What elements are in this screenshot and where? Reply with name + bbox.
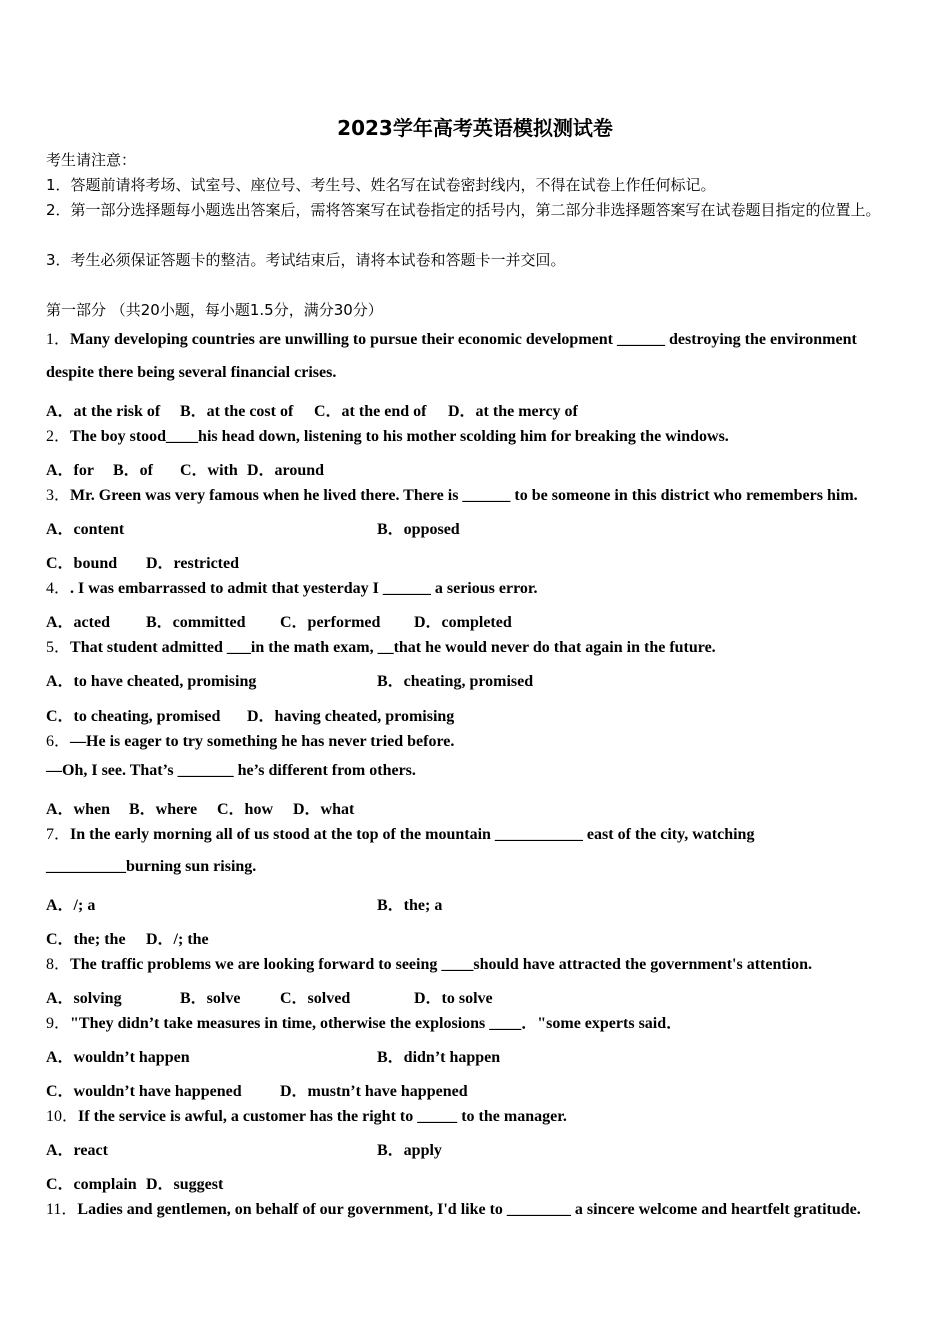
- question-text: That student admitted ___in the math exam, __that he would never do that again in the future.: [70, 639, 716, 656]
- notice-item: 1．答题前请将考场、试室号、座位号、考生号、姓名写在试卷密封线内，不得在试卷上作任何标记。: [46, 176, 716, 194]
- question-number: 5．: [46, 639, 71, 656]
- option-a[interactable]: A．/; a: [46, 897, 96, 914]
- option-b[interactable]: B．apply: [377, 1142, 442, 1159]
- question-text: —He is eager to try something he has never tried before.: [70, 733, 455, 750]
- question-number: 6．: [46, 733, 71, 750]
- question-7: [46, 821, 754, 844]
- option-c[interactable]: C．the; the: [46, 931, 126, 948]
- question-text: Many developing countries are unwilling to pursue their economic development ______ destroying the environment: [70, 331, 857, 348]
- option-d[interactable]: D．completed: [414, 614, 512, 631]
- option-c[interactable]: C．bound: [46, 555, 118, 572]
- notice-item: 3．考生必须保证答题卡的整洁。考试结束后，请将本试卷和答题卡一并交回。: [46, 251, 566, 269]
- option-d[interactable]: D．what: [293, 801, 355, 818]
- option-b[interactable]: B．didn’t happen: [377, 1049, 501, 1066]
- question-text: Mr. Green was very famous when he lived there. There is ______ to be someone in this district who remembers him.: [70, 487, 858, 504]
- question-9: [46, 1010, 682, 1033]
- option-a[interactable]: A．for: [46, 462, 94, 479]
- option-a[interactable]: A．solving: [46, 990, 122, 1007]
- question-text-continued: despite there being several financial crises.: [46, 364, 337, 381]
- question-number: 9．: [46, 1015, 71, 1032]
- question-text-continued: —Oh, I see. That’s _______ he’s different from others.: [46, 762, 416, 779]
- question-number: 3．: [46, 487, 71, 504]
- question-text-continued: __________burning sun rising.: [46, 858, 257, 875]
- option-d[interactable]: D．to solve: [414, 990, 493, 1007]
- question-11: [46, 1196, 861, 1219]
- option-c[interactable]: C．how: [217, 801, 274, 818]
- question-number: 2．: [46, 428, 71, 445]
- question-text: . I was embarrassed to admit that yesterday I ______ a serious error.: [70, 580, 538, 597]
- option-b[interactable]: B．the; a: [377, 897, 443, 914]
- option-b[interactable]: B．of: [113, 462, 154, 479]
- option-a[interactable]: A．acted: [46, 614, 110, 631]
- question-8: [46, 951, 812, 974]
- question-text: If the service is awful, a customer has the right to _____ to the manager.: [78, 1108, 567, 1125]
- question-text: The traffic problems we are looking forward to seeing ____should have attracted the government's attention.: [70, 956, 813, 973]
- option-b[interactable]: B．where: [129, 801, 198, 818]
- question-text: "They didn’t take measures in time, otherwise the explosions ____．"some experts said．: [70, 1015, 683, 1032]
- option-c[interactable]: C．to cheating, promised: [46, 708, 221, 725]
- option-b[interactable]: B．opposed: [377, 521, 460, 538]
- option-b[interactable]: B．solve: [180, 990, 241, 1007]
- option-b[interactable]: B．committed: [146, 614, 246, 631]
- question-number: 8．: [46, 956, 71, 973]
- option-c[interactable]: C．with: [180, 462, 238, 479]
- option-a[interactable]: A．content: [46, 521, 125, 538]
- question-6: [46, 728, 454, 751]
- notice-item: 2．第一部分选择题每小题选出答案后，需将答案写在试卷指定的括号内，第二部分非选择题答案写在试卷题目指定的位置上。: [46, 201, 881, 219]
- option-c[interactable]: C．at the end of: [314, 403, 427, 420]
- option-d[interactable]: D．restricted: [146, 555, 240, 572]
- question-text: Ladies and gentlemen, on behalf of our government, I'd like to ________ a sincere welcome and heartfelt gratitude.: [77, 1201, 861, 1218]
- question-2: [46, 423, 729, 446]
- question-number: 7．: [46, 826, 71, 843]
- option-a[interactable]: A．to have cheated, promising: [46, 673, 257, 690]
- option-c[interactable]: C．performed: [280, 614, 381, 631]
- option-b[interactable]: B．at the cost of: [180, 403, 294, 420]
- question-number: 1．: [46, 331, 71, 348]
- option-d[interactable]: D．around: [247, 462, 325, 479]
- question-number: 10．: [46, 1108, 79, 1125]
- question-10: [46, 1103, 567, 1126]
- question-5: [46, 634, 716, 657]
- option-c[interactable]: C．complain: [46, 1176, 137, 1193]
- option-d[interactable]: D．at the mercy of: [448, 403, 578, 420]
- question-text: The boy stood____his head down, listening to his mother scolding him for breaking the windows.: [70, 428, 729, 445]
- question-number: 4．: [46, 580, 71, 597]
- question-number: 11．: [46, 1201, 78, 1218]
- option-a[interactable]: A．at the risk of: [46, 403, 161, 420]
- option-d[interactable]: D．/; the: [146, 931, 209, 948]
- option-a[interactable]: A．wouldn’t happen: [46, 1049, 190, 1066]
- question-text: In the early morning all of us stood at the top of the mountain ___________ east of the city, watching: [70, 826, 755, 843]
- notice-heading: 考生请注意：: [46, 151, 137, 169]
- option-c[interactable]: C．solved: [280, 990, 351, 1007]
- option-d[interactable]: D．mustn’t have happened: [280, 1083, 468, 1100]
- question-4: [46, 575, 538, 598]
- option-a[interactable]: A．react: [46, 1142, 108, 1159]
- question-1: [46, 326, 857, 349]
- section-heading: 第一部分 （共20小题，每小题1.5分，满分30分）: [46, 301, 383, 319]
- option-d[interactable]: D．suggest: [146, 1176, 224, 1193]
- option-b[interactable]: B．cheating, promised: [377, 673, 534, 690]
- option-c[interactable]: C．wouldn’t have happened: [46, 1083, 242, 1100]
- option-a[interactable]: A．when: [46, 801, 111, 818]
- page-title: 2023学年高考英语模拟测试卷: [337, 116, 613, 140]
- option-d[interactable]: D．having cheated, promising: [247, 708, 455, 725]
- question-3: [46, 482, 858, 505]
